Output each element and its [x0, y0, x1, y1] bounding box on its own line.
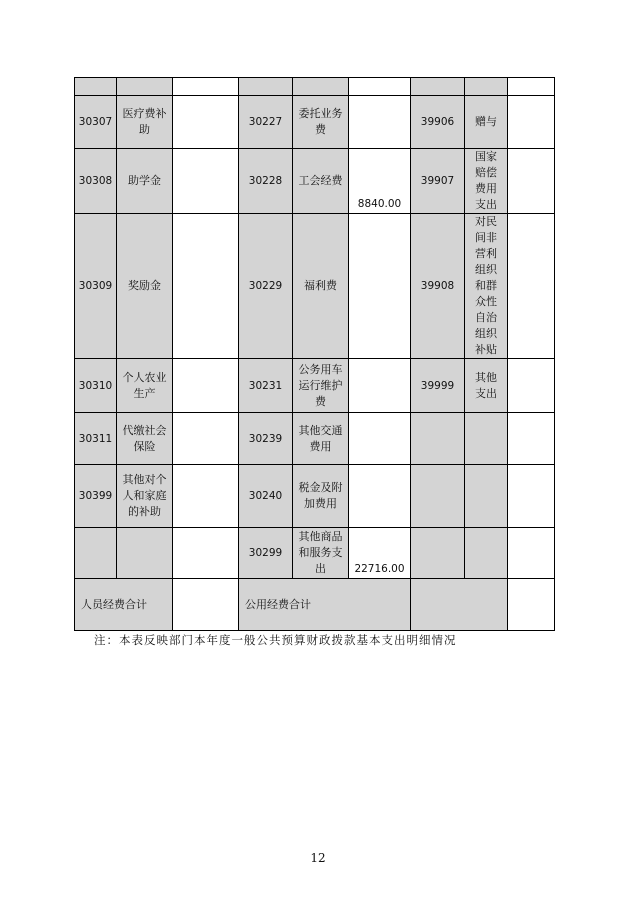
table-row — [75, 413, 555, 465]
personnel-code: 30311 — [75, 413, 117, 465]
cell — [75, 78, 117, 96]
public-total-amount — [508, 579, 555, 631]
public-amount — [349, 465, 411, 528]
other-item — [465, 528, 508, 579]
public-item: 公务用车运行维护费 — [293, 359, 349, 413]
personnel-amount — [173, 214, 239, 359]
public-code: 30299 — [239, 528, 293, 579]
other-item: 赠与 — [465, 96, 508, 149]
other-code — [411, 465, 465, 528]
personnel-amount — [173, 149, 239, 214]
other-amount — [508, 528, 555, 579]
cell — [411, 78, 465, 96]
public-code: 30231 — [239, 359, 293, 413]
personnel-item: 助学金 — [117, 149, 173, 214]
public-amount — [349, 359, 411, 413]
public-item: 其他交通费用 — [293, 413, 349, 465]
personnel-code: 30309 — [75, 214, 117, 359]
other-code — [411, 413, 465, 465]
personnel-total-label: 人员经费合计 — [75, 579, 173, 631]
public-item: 福利费 — [293, 214, 349, 359]
personnel-amount — [173, 465, 239, 528]
other-item: 其他支出 — [465, 359, 508, 413]
public-amount — [349, 214, 411, 359]
public-code: 30229 — [239, 214, 293, 359]
other-code: 39907 — [411, 149, 465, 214]
other-amount — [508, 149, 555, 214]
other-amount — [508, 465, 555, 528]
public-code: 30227 — [239, 96, 293, 149]
public-amount — [349, 413, 411, 465]
other-item — [465, 465, 508, 528]
personnel-item: 医疗费补助 — [117, 96, 173, 149]
public-amount — [349, 96, 411, 149]
personnel-amount — [173, 528, 239, 579]
table-row — [75, 359, 555, 413]
other-amount — [508, 214, 555, 359]
public-code: 30228 — [239, 149, 293, 214]
cell — [173, 78, 239, 96]
cell — [465, 78, 508, 96]
page-number: 12 — [310, 851, 326, 865]
other-code: 39908 — [411, 214, 465, 359]
personnel-item: 其他对个人和家庭的补助 — [117, 465, 173, 528]
cell — [293, 78, 349, 96]
table-row-top — [75, 78, 555, 96]
table-row — [75, 465, 555, 528]
other-code: 39999 — [411, 359, 465, 413]
personnel-amount — [173, 413, 239, 465]
other-amount — [508, 359, 555, 413]
public-amount: 22716.00 — [349, 528, 411, 579]
cell — [508, 78, 555, 96]
other-item: 国家赔偿费用支出 — [465, 149, 508, 214]
public-item: 工会经费 — [293, 149, 349, 214]
other-item: 对民间非营利组织和群众性自治组织补贴 — [465, 214, 508, 359]
cell — [349, 78, 411, 96]
other-code: 39906 — [411, 96, 465, 149]
personnel-item — [117, 528, 173, 579]
other-code — [411, 528, 465, 579]
public-code: 30239 — [239, 413, 293, 465]
table-row — [75, 528, 555, 579]
totals-spacer — [411, 579, 508, 631]
table-row — [75, 96, 555, 149]
other-amount — [508, 96, 555, 149]
personnel-item: 个人农业生产 — [117, 359, 173, 413]
personnel-code: 30307 — [75, 96, 117, 149]
personnel-code: 30310 — [75, 359, 117, 413]
public-amount: 8840.00 — [349, 149, 411, 214]
other-item — [465, 413, 508, 465]
public-item: 税金及附加费用 — [293, 465, 349, 528]
expenditure-detail-table — [74, 77, 555, 631]
personnel-total-amount — [173, 579, 239, 631]
other-amount — [508, 413, 555, 465]
table-row — [75, 149, 555, 214]
public-total-label: 公用经费合计 — [239, 579, 411, 631]
personnel-amount — [173, 359, 239, 413]
personnel-amount — [173, 96, 239, 149]
public-item: 其他商品和服务支出 — [293, 528, 349, 579]
cell — [117, 78, 173, 96]
public-item: 委托业务费 — [293, 96, 349, 149]
totals-row — [75, 579, 555, 631]
personnel-code — [75, 528, 117, 579]
table-note: 注：本表反映部门本年度一般公共预算财政拨款基本支出明细情况 — [94, 633, 457, 647]
personnel-code: 30308 — [75, 149, 117, 214]
personnel-item: 奖励金 — [117, 214, 173, 359]
cell — [239, 78, 293, 96]
personnel-code: 30399 — [75, 465, 117, 528]
public-code: 30240 — [239, 465, 293, 528]
table-row — [75, 214, 555, 359]
personnel-item: 代缴社会保险 — [117, 413, 173, 465]
